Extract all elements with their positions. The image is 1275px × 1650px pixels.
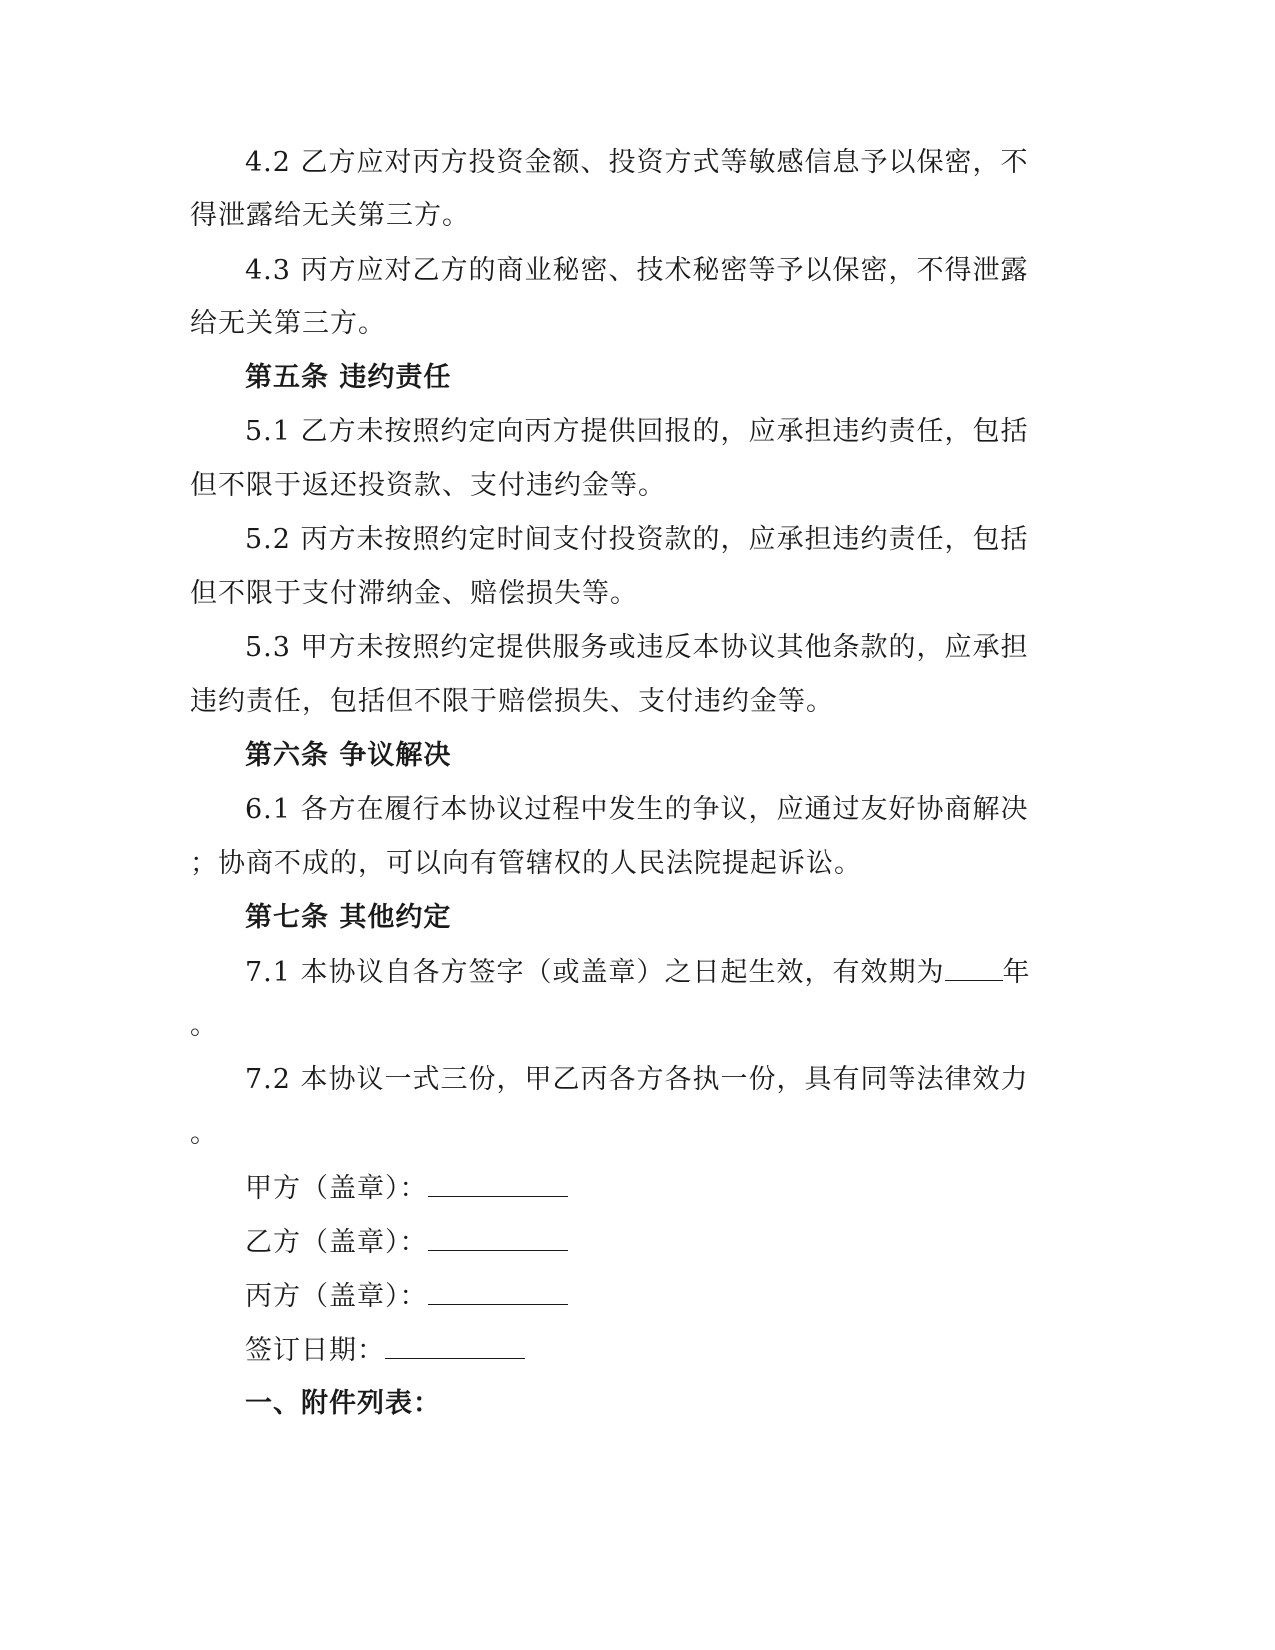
- attachments-heading: 一、附件列表：: [245, 1388, 441, 1419]
- sign-date-blank[interactable]: [385, 1332, 525, 1359]
- validity-years-blank[interactable]: [945, 954, 1003, 981]
- clause-4-2-line-1: 4.2 乙方应对丙方投资金额、投资方式等敏感信息予以保密，不: [245, 147, 1029, 178]
- clause-4-3-line-2: 给无关第三方。: [190, 308, 386, 339]
- party-b-signature-line: [245, 1224, 1125, 1261]
- party-a-label: 甲方（盖章）：: [245, 1173, 428, 1204]
- clause-7-1-text: 7.1 本协议自各方签字（或盖章）之日起生效，有效期为: [245, 957, 945, 988]
- article-6-heading: 第六条 争议解决: [245, 740, 452, 771]
- party-b-label: 乙方（盖章）：: [245, 1227, 428, 1258]
- party-a-signature-blank[interactable]: [428, 1170, 568, 1197]
- party-b-signature-blank[interactable]: [428, 1224, 568, 1251]
- party-c-signature-blank[interactable]: [428, 1278, 568, 1305]
- clause-7-1-line-1: [245, 954, 1125, 991]
- party-c-signature-line: [245, 1278, 1125, 1315]
- clause-7-2-line-2: 。: [190, 1118, 218, 1149]
- article-5-heading: 第五条 违约责任: [245, 362, 452, 393]
- sign-date-label: 签订日期：: [245, 1335, 385, 1366]
- party-a-signature-line: [245, 1170, 1125, 1207]
- clause-5-1-line-2: 但不限于返还投资款、支付违约金等。: [190, 470, 666, 501]
- article-7-heading: 第七条 其他约定: [245, 902, 452, 933]
- clause-5-2-line-2: 但不限于支付滞纳金、赔偿损失等。: [190, 578, 638, 609]
- sign-date-line: [245, 1332, 1125, 1369]
- clause-4-3-line-1: 4.3 丙方应对乙方的商业秘密、技术秘密等予以保密，不得泄露: [245, 255, 1029, 286]
- clause-5-2-line-1: 5.2 丙方未按照约定时间支付投资款的，应承担违约责任，包括: [245, 524, 1029, 555]
- clause-4-2-line-2: 得泄露给无关第三方。: [190, 200, 470, 231]
- clause-7-1-line-2: 。: [190, 1010, 218, 1041]
- clause-6-1-line-2: ；协商不成的，可以向有管辖权的人民法院提起诉讼。: [190, 848, 862, 879]
- clause-6-1-line-1: 6.1 各方在履行本协议过程中发生的争议，应通过友好协商解决: [245, 794, 1029, 825]
- clause-5-1-line-1: 5.1 乙方未按照约定向丙方提供回报的，应承担违约责任，包括: [245, 416, 1029, 447]
- clause-5-3-line-1: 5.3 甲方未按照约定提供服务或违反本协议其他条款的，应承担: [245, 632, 1029, 663]
- clause-7-1-unit: 年: [1002, 957, 1031, 988]
- party-c-label: 丙方（盖章）：: [245, 1281, 428, 1312]
- clause-5-3-line-2: 违约责任，包括但不限于赔偿损失、支付违约金等。: [190, 686, 834, 717]
- clause-7-2-line-1: 7.2 本协议一式三份，甲乙丙各方各执一份，具有同等法律效力: [245, 1064, 1029, 1095]
